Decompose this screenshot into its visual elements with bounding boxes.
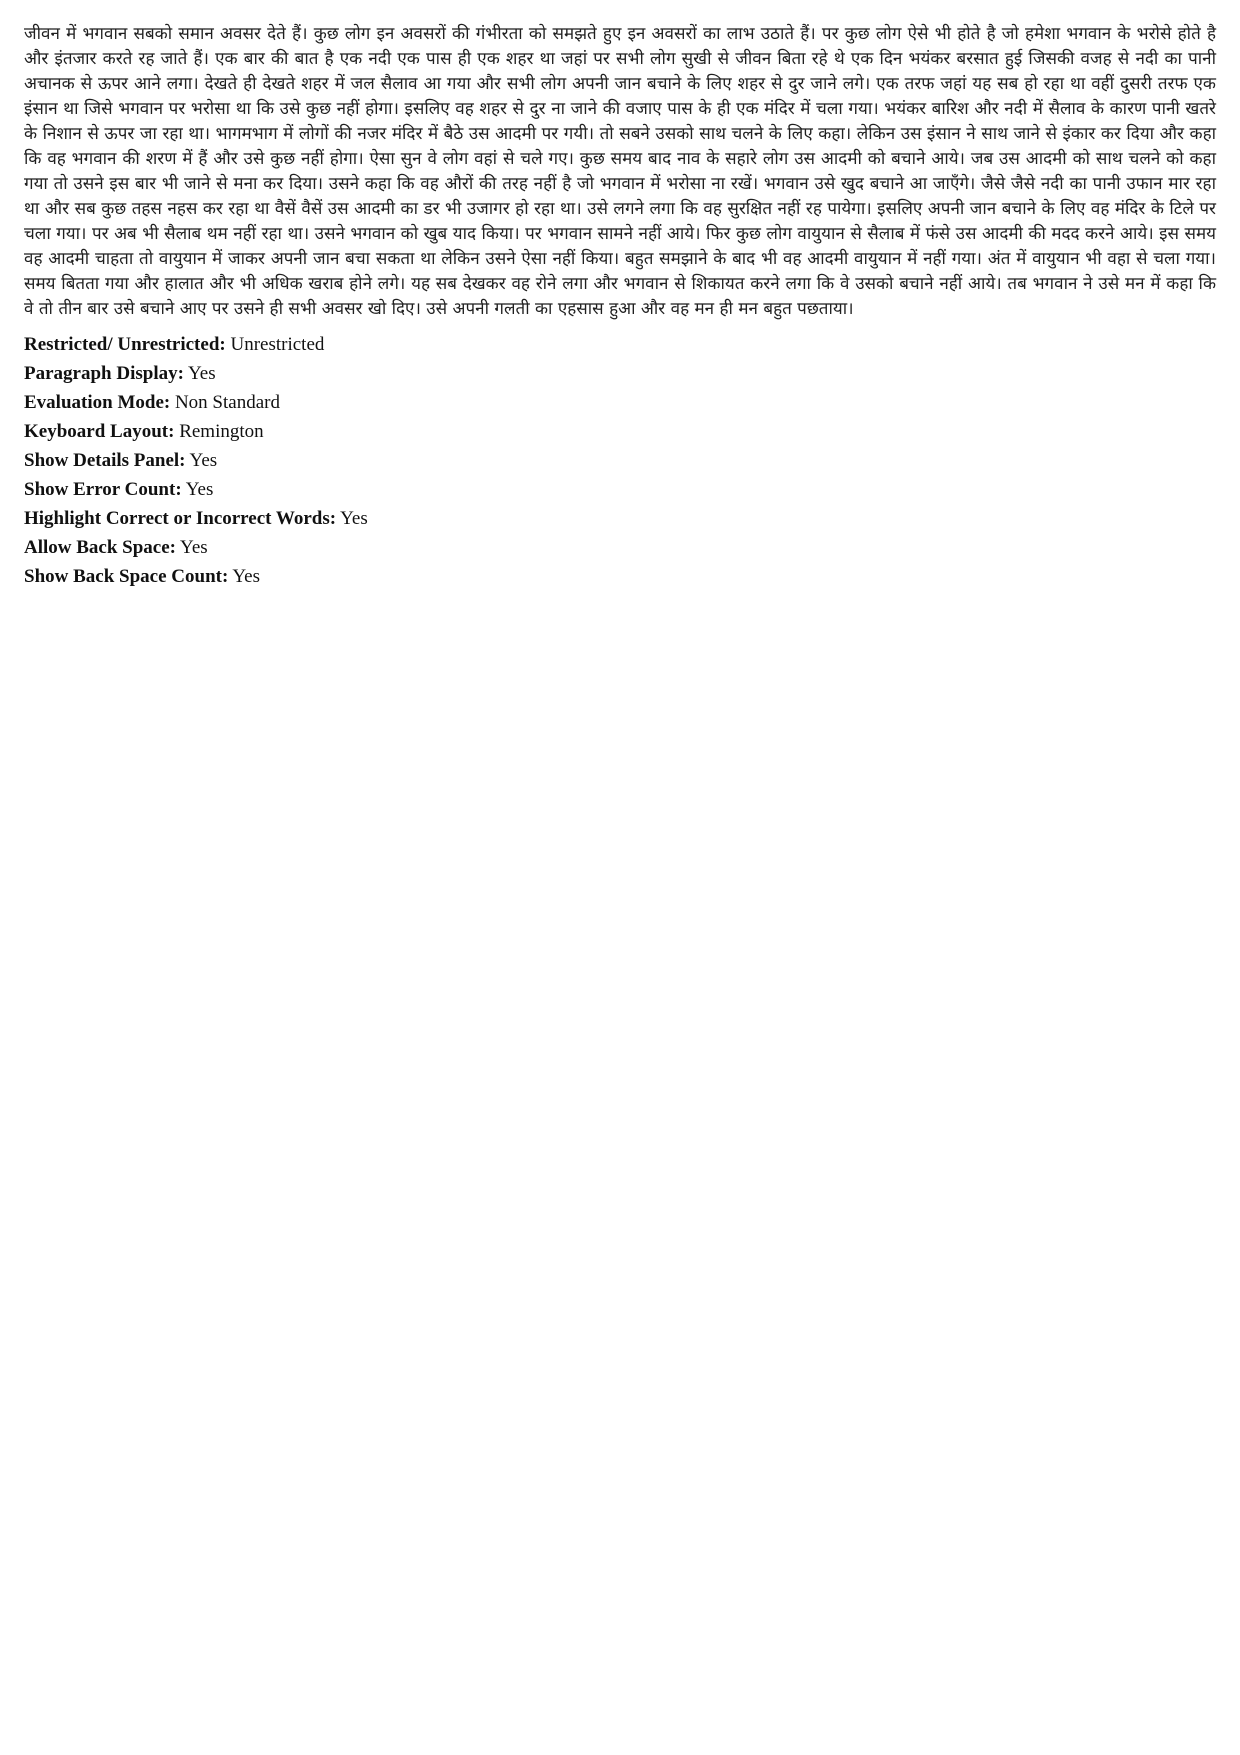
setting-label: Restricted/ Unrestricted: [24,334,226,355]
setting-value: Yes [187,363,216,384]
setting-show-back-space-count [24,562,1216,591]
settings-list [24,330,1216,591]
setting-label: Show Details Panel: [24,450,186,471]
setting-value: Non Standard [174,392,280,413]
setting-value: Yes [185,479,214,500]
setting-show-error-count [24,475,1216,504]
hindi-passage: जीवन में भगवान सबको समान अवसर देते हैं। कुछ लोग इन अवसरों की गंभीरता को समझते हुए इन अवसरों का लाभ उठाते हैं। पर कुछ लोग ऐसे भी होते है जो हमेशा भगवान के भरोसे होते है और इंतजार करते रह जाते हैं। एक बार की बात है एक नदी एक पास ही एक शहर था जहां पर सभी लोग सुखी से जीवन बिता रहे थे एक दिन भयंकर बरसात हुई जिसकी वजह से नदी का पानी अचानक से ऊपर आने लगा। देखते ही देखते शहर में जल सैलाव आ गया और सभी लोग अपनी जान बचाने के लिए शहर से दुर जाने लगे। एक तरफ जहां यह सब हो रहा था वहीं दुसरी तरफ एक इंसान था जिसे भगवान पर भरोसा था कि उसे कुछ नहीं होगा। इसलिए वह शहर से दुर ना जाने की वजाए पास के ही एक मंदिर में चला गया। भयंकर बारिश और नदी में सैलाव के कारण पानी खतरे के निशान से ऊपर जा रहा था। भागमभाग में लोगों की नजर मंदिर में बैठे उस आदमी पर गयी। तो सबने उसको साथ चलने के लिए कहा। लेकिन उस इंसान ने साथ जाने से इंकार कर दिया और कहा कि वह भगवान की शरण में हैं और उसे कुछ नहीं होगा। ऐसा सुन वे लोग वहां से चले गए। कुछ समय बाद नाव के सहारे लोग उस आदमी को बचाने आये। जब उस आदमी को साथ चलने को कहा गया तो उसने इस बार भी जाने से मना कर दिया। उसने कहा कि वह औरों की तरह नहीं है जो भगवान में भरोसा ना रखें। भगवान उसे खुद बचाने आ जाएँगे। जैसे जैसे नदी का पानी उफान मार रहा था और सब कुछ तहस नहस कर रहा था वैसें वैसें उस आदमी का डर भी उजागर हो रहा था। उसे लगने लगा कि वह सुरक्षित नहीं रह पायेगा। इसलिए अपनी जान बचाने के लिए वह मंदिर के टिले पर चला गया। पर अब भी सैलाब थम नहीं रहा था। उसने भगवान को खुब याद किया। पर भगवान सामने नहीं आये। फिर कुछ लोग वायुयान से सैलाब में फंसे उस आदमी की मदद करने आये। इस समय वह आदमी चाहता तो वायुयान में जाकर अपनी जान बचा सकता था लेकिन उसने ऐसा नहीं किया। बहुत समझाने के बाद भी वह आदमी वायुयान में नहीं गया। अंत में वायुयान भी वहा से चला गया। समय बितता गया और हालात और भी अधिक खराब होने लगे। यह सब देखकर वह रोने लगा और भगवान से शिकायत करने लगा कि वे उसको बचाने नहीं आये। तब भगवान ने उसे मन में कहा कि वे तो तीन बार उसे बचाने आए पर उसने ही सभी अवसर खो दिए। उसे अपनी गलती का एहसास हुआ और वह मन ही मन बहुत पछताया। [24,24,1216,319]
setting-label: Paragraph Display: [24,363,184,384]
setting-label: Show Back Space Count: [24,566,229,587]
setting-label: Keyboard Layout: [24,421,175,442]
setting-paragraph-display [24,359,1216,388]
setting-highlight-words [24,504,1216,533]
setting-label: Evaluation Mode: [24,392,171,413]
setting-value: Yes [232,566,260,587]
setting-restriction [24,330,1216,359]
setting-allow-back-space [24,533,1216,562]
setting-value: Yes [180,537,208,558]
setting-label: Show Error Count: [24,479,182,500]
setting-value: Remington [179,421,264,442]
setting-keyboard-layout [24,417,1216,446]
setting-value: Yes [189,450,218,471]
setting-evaluation-mode [24,388,1216,417]
setting-show-details-panel [24,446,1216,475]
setting-value: Yes [340,508,368,529]
setting-label: Highlight Correct or Incorrect Words: [24,508,337,529]
setting-value: Unrestricted [230,334,325,355]
setting-label: Allow Back Space: [24,537,176,558]
